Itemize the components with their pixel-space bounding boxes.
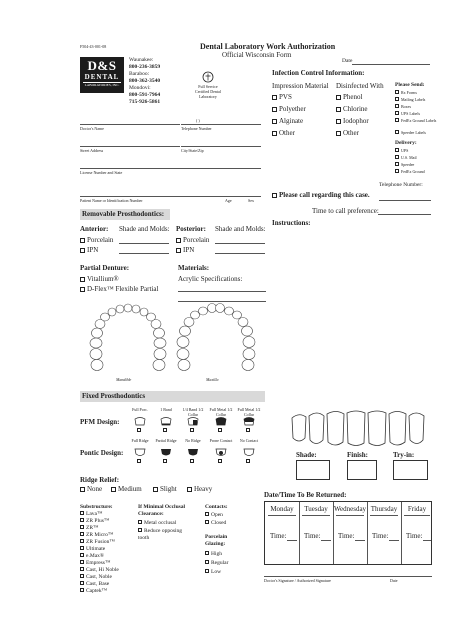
sub-zrfusion[interactable]: ZR Fusion™ bbox=[80, 539, 135, 546]
checkbox-icon[interactable] bbox=[336, 95, 341, 100]
phone-line[interactable] bbox=[181, 124, 261, 125]
day-monday[interactable]: Monday bbox=[270, 505, 294, 513]
ridge-medium[interactable]: Medium bbox=[111, 485, 142, 494]
disinfectant-iodophor[interactable]: Iodophor bbox=[336, 117, 369, 129]
glazing-title: Porcelain Glazing: bbox=[205, 534, 228, 547]
time-monday[interactable]: Time: bbox=[270, 532, 287, 540]
pfm-option[interactable]: 1/4 Band 1/2 Collar bbox=[180, 407, 206, 433]
checkbox-icon[interactable] bbox=[272, 95, 277, 100]
day-tuesday[interactable]: Tuesday bbox=[304, 505, 328, 513]
time-pref-label: Time to call preference: bbox=[312, 207, 379, 215]
disinfectant-phenol[interactable]: Phenol bbox=[336, 93, 369, 105]
disinfectant-other[interactable]: Other bbox=[336, 129, 369, 141]
ridge-none[interactable]: None bbox=[80, 485, 102, 494]
license-label: License Number and State bbox=[80, 170, 123, 175]
sub-cast-noble[interactable]: Cast, Noble bbox=[80, 574, 135, 581]
telephone-line[interactable] bbox=[379, 200, 431, 201]
signature-date-label: Date bbox=[390, 578, 398, 583]
contacts-open[interactable]: Open bbox=[205, 512, 223, 519]
glazing-low[interactable]: Low bbox=[205, 569, 221, 576]
pontic-option[interactable]: No Contact bbox=[236, 438, 262, 464]
acrylic-line-1[interactable] bbox=[178, 291, 266, 292]
telephone-label: Telephone Number: bbox=[379, 182, 423, 188]
acrylic-label: Acrylic Specifications: bbox=[178, 275, 243, 283]
checkbox-icon[interactable] bbox=[272, 119, 277, 124]
pfm-option[interactable]: Full Metal 1/2 Collar bbox=[208, 407, 234, 433]
time-tuesday[interactable]: Time: bbox=[304, 532, 321, 540]
time-wednesday[interactable]: Time: bbox=[338, 532, 355, 540]
sub-zrplus[interactable]: ZR Plus™ bbox=[80, 518, 135, 525]
form-title: Dental Laboratory Work Authorization bbox=[200, 42, 336, 51]
posterior-porcelain[interactable]: Porcelain bbox=[176, 236, 209, 245]
seal-text: Full Service Certified Dental Laboratory bbox=[195, 84, 221, 99]
delivery-title: Delivery: bbox=[395, 140, 417, 146]
checkbox-icon[interactable] bbox=[272, 131, 277, 136]
mandible-label: Mandible bbox=[116, 377, 132, 382]
impression-pvs[interactable]: PVS bbox=[272, 93, 306, 105]
sub-cast-base[interactable]: Cast, Base bbox=[80, 581, 135, 588]
return-table bbox=[264, 501, 432, 565]
time-thursday[interactable]: Time: bbox=[372, 532, 389, 540]
sub-empress[interactable]: Empress™ bbox=[80, 560, 135, 567]
disinfected-header: Disinfected With bbox=[336, 82, 384, 90]
ridge-label: Ridge Relief: bbox=[80, 476, 120, 484]
checkbox-icon[interactable] bbox=[272, 107, 277, 112]
contacts-title: Contacts: bbox=[205, 504, 228, 510]
street-line[interactable] bbox=[80, 146, 180, 147]
pontic-option[interactable]: Full Ridge bbox=[128, 438, 152, 464]
day-wednesday[interactable]: Wednesday bbox=[333, 505, 367, 513]
delivery-fedex[interactable]: FedEx Ground bbox=[395, 169, 445, 176]
company-logo: D&S DENTAL LABORATORIES, INC. bbox=[80, 57, 124, 93]
tryin-label: Try-in: bbox=[393, 451, 415, 459]
anterior-shade-line-1[interactable] bbox=[119, 243, 169, 244]
substructure-list bbox=[80, 511, 135, 595]
occlusal-reduce[interactable]: Reduce opposing tooth bbox=[138, 528, 183, 541]
delivery-usmail[interactable]: U.S. Mail bbox=[395, 155, 445, 162]
pfm-option[interactable]: Full Porc. bbox=[128, 407, 152, 433]
pontic-icon bbox=[134, 448, 146, 458]
send-mailing-labels[interactable]: Mailing Labels bbox=[395, 97, 445, 104]
age-label: Age bbox=[225, 198, 232, 203]
mandible-arch-diagram[interactable] bbox=[88, 302, 168, 380]
doctor-name-label: Doctor's Name bbox=[80, 126, 104, 131]
send-ups-labels[interactable]: UPS Labels bbox=[395, 111, 445, 118]
sub-cast-hinoble[interactable]: Cast, Hi Noble bbox=[80, 567, 135, 574]
send-boxes[interactable]: Boxes bbox=[395, 104, 445, 111]
checkbox-icon[interactable] bbox=[336, 107, 341, 112]
pontic-option[interactable]: Prone Contact bbox=[208, 438, 234, 464]
checkbox-icon[interactable] bbox=[336, 131, 341, 136]
locations: Waunakee: 800-236-3859 Baraboo: 800-362-3540 Mondovi: 800-591-7964 715-926-5861 bbox=[129, 57, 161, 105]
disinfectant-list bbox=[336, 93, 369, 141]
finish-label: Finish: bbox=[347, 451, 369, 459]
substructure-title: Substructure: bbox=[80, 504, 113, 510]
impression-polyether[interactable]: Polyether bbox=[272, 105, 306, 117]
removable-title: Removable Prosthodontics: bbox=[82, 210, 165, 218]
signature-label: Doctor's Signature / Authorized Signature bbox=[264, 578, 331, 583]
license-line[interactable] bbox=[80, 168, 261, 169]
partial-dflex[interactable]: D-Flex™ Flexible Partial bbox=[80, 285, 158, 294]
sub-ultimate[interactable]: Ultimate bbox=[80, 546, 135, 553]
partial-vitallium[interactable]: Vitallium® bbox=[80, 275, 119, 284]
materials-title: Materials: bbox=[178, 264, 210, 272]
impression-list bbox=[272, 93, 306, 141]
impression-header: Impression Material bbox=[272, 82, 329, 90]
anterior-ipn[interactable]: IPN bbox=[80, 246, 98, 255]
send-rx-forms[interactable]: Rx Forms bbox=[395, 90, 445, 97]
posterior-shade-line-2[interactable] bbox=[215, 253, 265, 254]
sex-label: Sex bbox=[248, 198, 254, 203]
anterior-label: Anterior: bbox=[80, 225, 109, 233]
delivery-list bbox=[395, 148, 445, 176]
shade-box[interactable] bbox=[296, 460, 330, 480]
pontic-icon bbox=[215, 448, 227, 458]
maxilla-arch-diagram[interactable] bbox=[176, 302, 256, 380]
checkbox-icon[interactable] bbox=[272, 193, 277, 198]
pfm-option[interactable]: 1 Band bbox=[154, 407, 178, 433]
posterior-shade-line-1[interactable] bbox=[215, 243, 265, 244]
pfm-label: PFM Design: bbox=[80, 418, 120, 426]
pfm-option[interactable]: Full Metal 1/2 Collar bbox=[236, 407, 262, 433]
fixed-title: Fixed Prosthodontics bbox=[82, 392, 146, 400]
sub-zrmicro[interactable]: ZR Micro™ bbox=[80, 532, 135, 539]
send-speedee-labels[interactable]: Speedee Labels bbox=[395, 130, 445, 137]
pontic-option[interactable]: No Ridge bbox=[180, 438, 206, 464]
checkbox-icon[interactable] bbox=[336, 119, 341, 124]
anterior-teeth-diagram[interactable] bbox=[289, 410, 433, 448]
phone-label: Telephone Number bbox=[181, 126, 212, 131]
tryin-box[interactable] bbox=[393, 460, 428, 480]
patient-line[interactable] bbox=[80, 196, 261, 197]
ridge-heavy[interactable]: Heavy bbox=[187, 485, 212, 494]
posterior-label: Posterior: bbox=[176, 225, 206, 233]
pontic-icon bbox=[243, 448, 255, 458]
instructions-label: Instructions: bbox=[272, 219, 311, 227]
anterior-shade-label: Shade and Molds: bbox=[119, 225, 170, 233]
impression-other[interactable]: Other bbox=[272, 129, 306, 141]
anterior-shade-line-2[interactable] bbox=[119, 253, 169, 254]
anterior-porcelain[interactable]: Porcelain bbox=[80, 236, 113, 245]
time-pref-line[interactable] bbox=[378, 214, 431, 215]
city-line[interactable] bbox=[181, 146, 261, 147]
crown-quarter-band-icon bbox=[187, 417, 199, 427]
sub-zr[interactable]: ZR™ bbox=[80, 525, 135, 532]
doctor-name-line[interactable] bbox=[80, 124, 180, 125]
shade-label: Shade: bbox=[296, 451, 317, 459]
maxilla-label: Maxilla bbox=[206, 377, 219, 382]
finish-box[interactable] bbox=[347, 460, 377, 480]
sub-emax[interactable]: e.Max® bbox=[80, 553, 135, 560]
patient-label: Patient Name or Identification Number bbox=[80, 198, 143, 203]
time-friday[interactable]: Time: bbox=[406, 532, 423, 540]
day-friday[interactable]: Friday bbox=[407, 505, 427, 513]
glazing-regular[interactable]: Regular bbox=[205, 560, 228, 567]
pontic-icon bbox=[160, 448, 172, 458]
posterior-ipn[interactable]: IPN bbox=[176, 246, 194, 255]
certification-seal-icon bbox=[202, 70, 214, 82]
sub-lava[interactable]: Lava™ bbox=[80, 511, 135, 518]
send-fedex-labels[interactable]: FedEx Ground Labels bbox=[395, 118, 445, 130]
pontic-option[interactable]: Partial Ridge bbox=[154, 438, 178, 464]
city-label: City/State/Zip bbox=[181, 148, 204, 153]
ridge-slight[interactable]: Slight bbox=[153, 485, 177, 494]
date-label: Date bbox=[342, 58, 353, 64]
infection-title: Infection Control Information: bbox=[272, 69, 365, 77]
disinfectant-chlorine[interactable]: Chlorine bbox=[336, 105, 369, 117]
day-thursday[interactable]: Thursday bbox=[370, 505, 398, 513]
occlusal-title: If Minimal Occlusal Clearance: bbox=[138, 504, 186, 517]
partial-title: Partial Denture: bbox=[80, 264, 130, 272]
return-title: Date/Time To Be Returned: bbox=[264, 491, 347, 499]
date-line[interactable] bbox=[352, 64, 430, 65]
impression-alginate[interactable]: Alginate bbox=[272, 117, 306, 129]
delivery-ups[interactable]: UPS bbox=[395, 148, 445, 155]
contacts-closed[interactable]: Closed bbox=[205, 520, 226, 527]
posterior-shade-label: Shade and Molds: bbox=[215, 225, 266, 233]
occlusal-metal[interactable]: Metal occlusal bbox=[138, 520, 176, 527]
pontic-icon bbox=[187, 448, 199, 458]
crown-full-metal-icon bbox=[215, 417, 227, 427]
crown-full-metal-icon bbox=[243, 417, 255, 427]
crown-band-icon bbox=[160, 417, 172, 427]
pontic-label: Pontic Design: bbox=[80, 449, 124, 457]
crown-full-porc-icon bbox=[134, 417, 146, 427]
sub-captek[interactable]: Captek™ bbox=[80, 588, 135, 595]
phone-parens: ( ) bbox=[196, 118, 200, 123]
form-code: F504-43-001-08 bbox=[80, 44, 107, 49]
form-subtitle: Official Wisconsin Form bbox=[222, 51, 292, 59]
signature-line[interactable] bbox=[264, 576, 432, 577]
delivery-speedee[interactable]: Speedee bbox=[395, 162, 445, 169]
please-send-title: Please Send: bbox=[395, 82, 425, 88]
call-case[interactable]: Please call regarding this case. bbox=[272, 191, 370, 200]
please-send-list bbox=[395, 90, 445, 137]
street-label: Street Address bbox=[80, 148, 104, 153]
glazing-high[interactable]: High bbox=[205, 551, 222, 558]
